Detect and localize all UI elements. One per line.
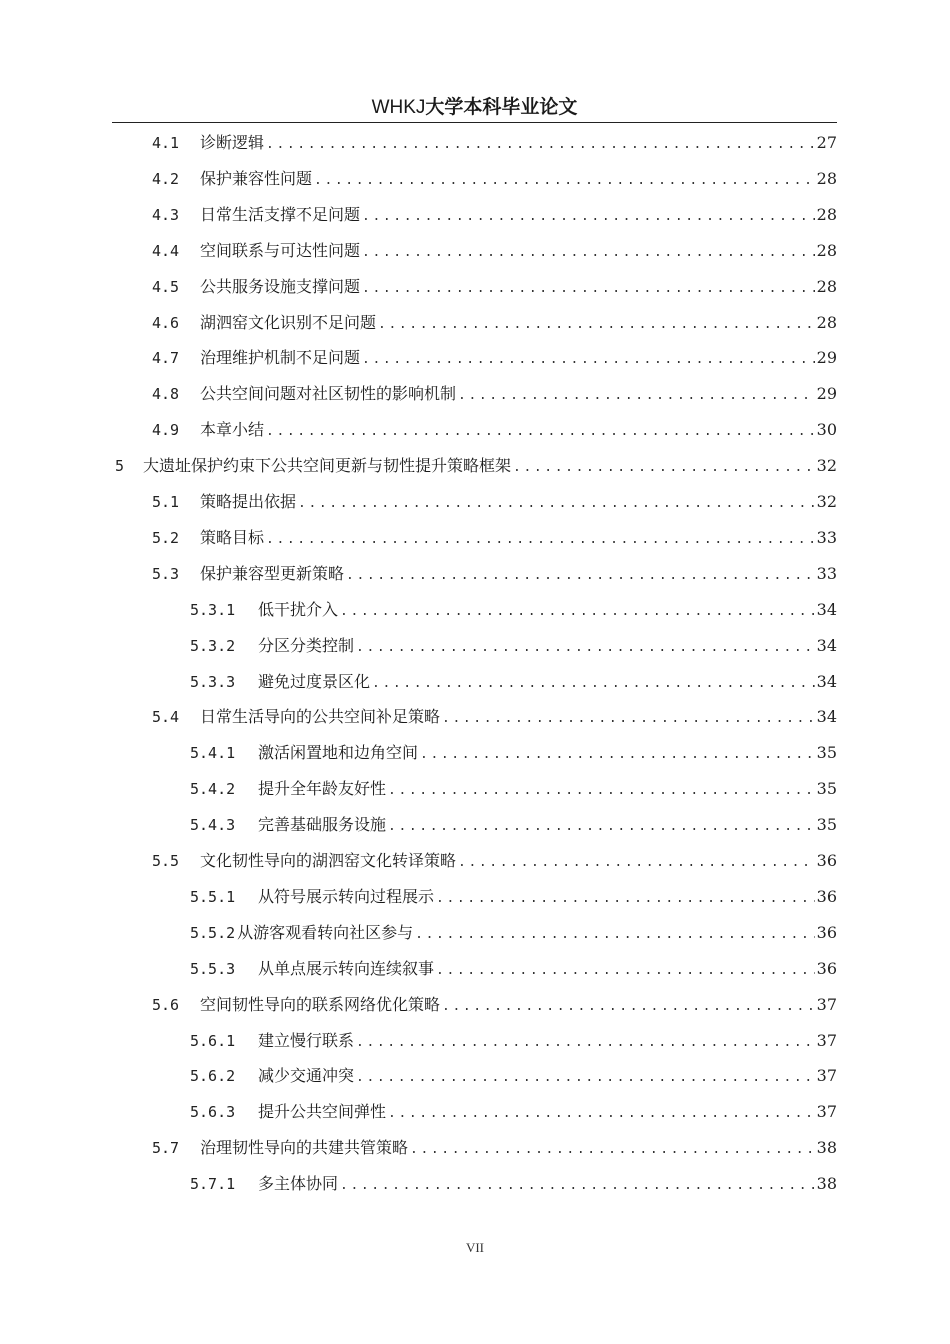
- toc-entry-number: 5.1: [152, 493, 180, 511]
- toc-entry-title: 诊断逻辑: [200, 133, 265, 152]
- toc-leader-dots: [458, 378, 815, 412]
- toc-entry[interactable]: [152, 1130, 837, 1166]
- toc-leader-dots: [340, 1168, 815, 1202]
- toc-entry[interactable]: [190, 915, 837, 951]
- toc-leader-dots: [388, 809, 815, 843]
- toc-entry[interactable]: [190, 879, 837, 915]
- toc-entry-number: 5.5.1: [190, 887, 236, 906]
- toc-entry[interactable]: [190, 664, 837, 700]
- toc-leader-dots: [442, 701, 815, 735]
- toc-leader-dots: [340, 594, 815, 628]
- toc-entry-page: 34: [816, 599, 837, 619]
- toc-leader-dots: [372, 666, 815, 700]
- toc-leader-dots: [458, 845, 815, 879]
- toc-entry-title: 公共空间问题对社区韧性的影响机制: [200, 384, 457, 404]
- toc-entry-number: 4.7: [152, 349, 180, 368]
- toc-entry-title: 从单点展示转向连续叙事: [258, 958, 435, 978]
- toc-entry[interactable]: [190, 1058, 837, 1094]
- toc-entry-page: 27: [816, 133, 837, 152]
- toc-entry-page: 28: [816, 240, 837, 260]
- toc-entry-title: 建立慢行联系: [258, 1030, 355, 1050]
- toc-entry-number: 5.6: [152, 995, 180, 1014]
- toc-entry-title: 公共服务设施支撑问题: [200, 276, 361, 296]
- toc-entry-page: 34: [816, 635, 837, 655]
- toc-entry-title: 避免过度景区化: [258, 671, 371, 691]
- toc-entry-number: 4.8: [152, 385, 180, 404]
- toc-entry[interactable]: [152, 987, 837, 1023]
- toc-entry-number: 5.6.2: [190, 1067, 236, 1086]
- toc-entry-page: 37: [816, 1066, 837, 1086]
- toc-entry-title: 空间韧性导向的联系网络优化策略: [200, 994, 441, 1014]
- toc-entry[interactable]: [152, 269, 837, 305]
- toc-entry-title: 从游客观看转向社区参与: [237, 922, 414, 942]
- toc-entry-page: 35: [816, 779, 837, 799]
- toc-entry-title: 提升全年龄友好性: [258, 779, 387, 799]
- toc-entry[interactable]: [152, 556, 837, 592]
- toc-entry[interactable]: [190, 951, 837, 987]
- toc-leader-dots: [266, 127, 815, 161]
- toc-entry[interactable]: [152, 376, 837, 412]
- toc-entry[interactable]: [152, 520, 837, 556]
- toc-entry[interactable]: [190, 807, 837, 843]
- toc-entry-number: 5.4.2: [190, 780, 236, 799]
- toc-entry-title: 提升公共空间弹性: [258, 1102, 387, 1122]
- toc-leader-dots: [420, 737, 815, 771]
- toc-leader-dots: [362, 199, 815, 233]
- toc-entry-number: 4.2: [152, 169, 180, 188]
- toc-entry[interactable]: [190, 771, 837, 807]
- toc-entry-title: 保护兼容性问题: [200, 168, 313, 188]
- toc-entry[interactable]: [152, 843, 837, 879]
- toc-entry[interactable]: [190, 735, 837, 771]
- toc-entry-title: 从符号展示转向过程展示: [258, 886, 435, 906]
- toc-entry-number: 5.3.2: [190, 636, 236, 655]
- toc-entry[interactable]: [190, 1094, 837, 1130]
- toc-entry[interactable]: [190, 1023, 837, 1059]
- toc-entry-page: 28: [816, 312, 837, 332]
- toc-entry[interactable]: [190, 628, 837, 664]
- toc-entry-number: 5.7.1: [190, 1175, 236, 1194]
- toc-entry-page: 38: [816, 1174, 837, 1194]
- toc-entry-page: 38: [816, 1138, 837, 1158]
- toc-leader-dots: [415, 917, 814, 951]
- toc-entry[interactable]: [152, 412, 837, 448]
- toc-entry[interactable]: [152, 125, 837, 161]
- toc-entry-page: 32: [816, 456, 837, 476]
- toc-entry-number: 5.5.2: [190, 923, 236, 942]
- toc-leader-dots: [378, 307, 815, 341]
- toc-entry[interactable]: [190, 592, 837, 628]
- toc-entry-number: 5.3.1: [190, 600, 236, 619]
- toc-entry-page: 35: [816, 815, 837, 835]
- toc-entry-page: 28: [816, 168, 837, 188]
- toc-entry-page: 33: [816, 563, 837, 583]
- header-abbrev: WHKJ: [371, 97, 426, 118]
- toc-entry-number: 4.6: [152, 313, 180, 332]
- toc-leader-dots: [298, 486, 815, 520]
- toc-entry-title: 低干扰介入: [258, 599, 339, 619]
- toc-entry-number: 5.4.1: [190, 744, 236, 763]
- toc-leader-dots: [436, 881, 815, 915]
- toc-leader-dots: [356, 1025, 815, 1059]
- toc-entry-number: 5.6.3: [190, 1103, 236, 1122]
- toc-leader-dots: [362, 342, 815, 376]
- toc-entry-title: 大遗址保护约束下公共空间更新与韧性提升策略框架: [143, 456, 512, 476]
- toc-entry[interactable]: [152, 161, 837, 197]
- toc-entry-title: 湖泗窑文化识别不足问题: [200, 312, 377, 332]
- toc-entry-title: 策略目标: [200, 527, 265, 547]
- toc-entry-page: 36: [816, 958, 837, 978]
- toc-entry-page: 37: [816, 1030, 837, 1050]
- toc-entry-title: 完善基础服务设施: [258, 815, 387, 835]
- toc-leader-dots: [388, 773, 815, 807]
- toc-entry-page: 33: [816, 527, 837, 547]
- toc-entry-number: 5.3.3: [190, 672, 236, 691]
- toc-entry-title: 治理维护机制不足问题: [200, 348, 361, 368]
- toc-entry-number: 5.6.1: [190, 1031, 236, 1050]
- toc-leader-dots: [362, 235, 815, 269]
- toc-entry-page: 34: [816, 671, 837, 691]
- toc-entry-page: 37: [816, 994, 837, 1014]
- toc-entry[interactable]: [152, 484, 837, 520]
- toc-entry[interactable]: [152, 699, 837, 735]
- toc-entry-title: 减少交通冲突: [258, 1066, 355, 1086]
- toc-entry-number: 5.4.3: [190, 816, 236, 835]
- toc-entry[interactable]: [152, 305, 837, 341]
- toc-entry-number: 5.3: [152, 564, 180, 583]
- toc-leader-dots: [266, 414, 815, 448]
- toc-entry[interactable]: [115, 448, 837, 484]
- toc-leader-dots: [266, 522, 815, 556]
- toc-entry-number: 4.1: [152, 134, 180, 152]
- toc-entry-page: 36: [816, 886, 837, 906]
- toc-entry-title: 本章小结: [200, 420, 265, 440]
- toc-entry-title: 日常生活支撑不足问题: [200, 204, 361, 224]
- toc-entry[interactable]: [152, 233, 837, 269]
- toc-entry-title: 激活闲置地和边角空间: [258, 743, 419, 763]
- toc-entry-number: 4.9: [152, 421, 180, 440]
- toc-entry-number: 4.3: [152, 205, 180, 224]
- toc-entry-number: 4.4: [152, 241, 180, 260]
- toc-leader-dots: [442, 989, 815, 1023]
- toc-leader-dots: [513, 450, 815, 484]
- toc-entry-page: 35: [816, 743, 837, 763]
- toc-entry-page: 28: [816, 276, 837, 296]
- toc-entry[interactable]: [190, 1166, 837, 1202]
- toc-entry-title: 文化韧性导向的湖泗窑文化转译策略: [200, 851, 457, 870]
- toc-leader-dots: [410, 1132, 815, 1166]
- toc-entry-page: 29: [816, 348, 837, 368]
- toc-entry-page: 29: [816, 384, 837, 404]
- toc-leader-dots: [356, 1060, 815, 1094]
- toc-entry-title: 空间联系与可达性问题: [200, 240, 361, 260]
- toc-entry-title: 日常生活导向的公共空间补足策略: [200, 707, 441, 727]
- toc-entry-number: 5.5.3: [190, 959, 236, 978]
- toc-entry-title: 多主体协同: [258, 1174, 339, 1194]
- page-number: VII: [465, 1240, 485, 1255]
- toc-entry-page: 36: [816, 851, 837, 870]
- toc-entry-page: 37: [816, 1102, 837, 1122]
- toc-leader-dots: [436, 953, 815, 987]
- toc-entry-number: 5.7: [152, 1139, 180, 1158]
- toc-entry-number: 5.4: [152, 708, 180, 727]
- toc-entry[interactable]: [152, 197, 837, 233]
- page-header: [112, 92, 837, 123]
- toc-leader-dots: [362, 271, 815, 305]
- toc-entry-number: 5.5: [152, 852, 180, 870]
- toc-leader-dots: [388, 1096, 815, 1130]
- toc-entry-page: 30: [816, 420, 837, 440]
- toc-entry[interactable]: [152, 340, 837, 376]
- toc-entry-title: 策略提出依据: [200, 492, 297, 511]
- toc-entry-title: 分区分类控制: [258, 635, 355, 655]
- header-title: 大学本科毕业论文: [425, 96, 578, 118]
- toc-leader-dots: [356, 630, 815, 664]
- toc-entry-page: 28: [816, 204, 837, 224]
- toc-entry-title: 保护兼容型更新策略: [200, 563, 345, 583]
- toc-entry-number: 4.5: [152, 277, 180, 296]
- toc-entry-title: 治理韧性导向的共建共管策略: [200, 1138, 409, 1158]
- toc-leader-dots: [314, 163, 815, 197]
- toc-entry-page: 36: [816, 922, 837, 942]
- toc-leader-dots: [346, 558, 815, 592]
- toc-entry-number: 5.2: [152, 528, 180, 547]
- toc-entry-page: 32: [816, 492, 837, 511]
- toc-entry-number: 5: [115, 457, 125, 476]
- toc-entry-page: 34: [816, 707, 837, 727]
